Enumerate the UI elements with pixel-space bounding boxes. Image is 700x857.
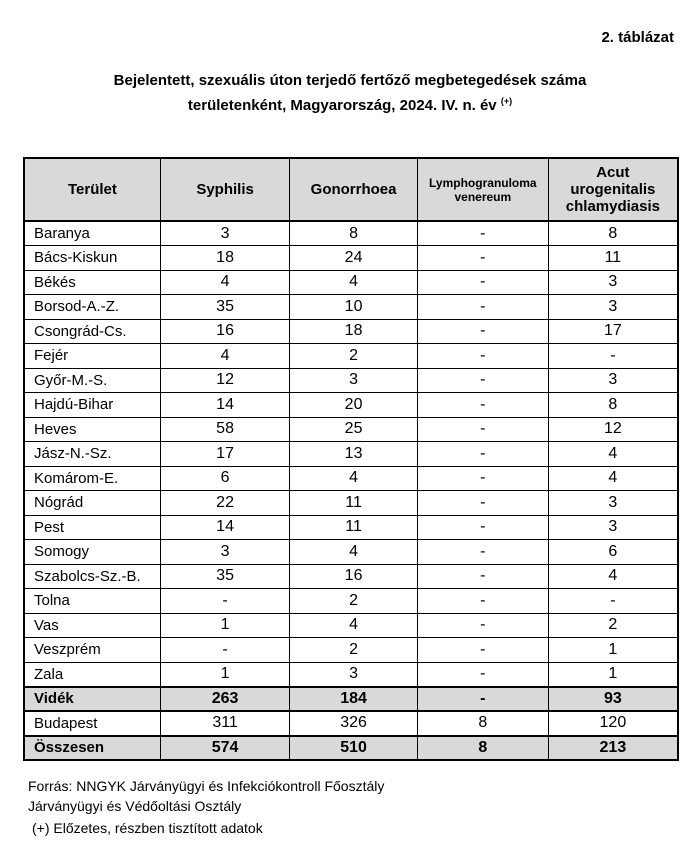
table-row [24,295,678,320]
cell-syphilis: 3 [160,540,289,565]
cell-chlamydia: 1 [548,638,678,663]
cell-chlamydia: 8 [548,393,678,418]
cell-lympho: - [417,246,548,271]
header-gonorrhoea: Gonorrhoea [290,158,418,221]
table-row [24,393,678,418]
cell-lympho: - [417,344,548,369]
cell-gonorrhoea: 4 [290,613,418,638]
cell-syphilis: 574 [160,736,289,761]
cell-lympho: - [417,687,548,712]
cell-syphilis: - [160,638,289,663]
header-lympho-line-2: venereum [454,189,512,204]
row-name: Jász-N.-Sz. [24,442,160,467]
subtotal-row-videk [24,687,678,712]
cell-gonorrhoea: 20 [290,393,418,418]
cell-syphilis: 22 [160,491,289,516]
table-row [24,344,678,369]
header-syphilis: Syphilis [160,158,289,221]
cell-lympho: - [417,368,548,393]
source-line-1: Forrás: NNGYK Járványügyi és Infekciókontroll Főosztály [28,778,385,794]
cell-syphilis: 14 [160,393,289,418]
cell-gonorrhoea: 2 [290,638,418,663]
table-row [24,589,678,614]
cell-chlamydia: 120 [548,711,678,736]
cell-gonorrhoea: 4 [290,540,418,565]
table-row [24,270,678,295]
cell-gonorrhoea: 4 [290,466,418,491]
table-row [24,613,678,638]
cell-chlamydia: 1 [548,662,678,687]
cell-chlamydia: 3 [548,491,678,516]
footnote: (+) Előzetes, részben tisztított adatok [32,820,263,836]
header-acut-line-3: chlamydiasis [565,198,660,215]
cell-syphilis: 12 [160,368,289,393]
cell-gonorrhoea: 16 [290,564,418,589]
cell-gonorrhoea: 13 [290,442,418,467]
table-row-budapest [24,711,678,736]
row-name: Csongrád-Cs. [24,319,160,344]
table-row [24,319,678,344]
cell-syphilis: 17 [160,442,289,467]
cell-lympho: - [417,613,548,638]
cell-chlamydia: 3 [548,270,678,295]
table-row [24,417,678,442]
table-row [24,515,678,540]
title-line-2 [0,91,700,116]
cell-syphilis: 263 [160,687,289,712]
cell-chlamydia: 6 [548,540,678,565]
footer [28,776,384,838]
cell-syphilis: 4 [160,344,289,369]
cell-lympho: - [417,319,548,344]
cell-lympho: - [417,442,548,467]
row-name: Zala [24,662,160,687]
cell-syphilis: 35 [160,295,289,320]
cell-gonorrhoea: 8 [290,221,418,246]
cell-chlamydia: 3 [548,368,678,393]
cell-chlamydia: 2 [548,613,678,638]
cell-gonorrhoea: 18 [290,319,418,344]
source-line-2: Járványügyi és Védőoltási Osztály [28,798,242,814]
header-chlamydiasis [548,158,678,221]
cell-lympho: - [417,564,548,589]
header-terulet: Terület [24,158,160,221]
cell-chlamydia: 4 [548,442,678,467]
cell-gonorrhoea: 3 [290,662,418,687]
title-line-1: Bejelentett, szexuális úton terjedő fertőző megbetegedések száma [113,72,587,89]
cell-syphilis: 311 [160,711,289,736]
row-name: Heves [24,417,160,442]
row-name: Budapest [24,711,160,736]
title-line-2-text: területenként, Magyarország, 2024. IV. n. év [187,97,497,114]
cell-lympho: - [417,638,548,663]
cell-syphilis: 3 [160,221,289,246]
cell-syphilis: 18 [160,246,289,271]
row-name: Hajdú-Bihar [24,393,160,418]
row-name: Borsod-A.-Z. [24,295,160,320]
cell-gonorrhoea: 10 [290,295,418,320]
cell-chlamydia: 213 [548,736,678,761]
cell-lympho: - [417,662,548,687]
table-row [24,564,678,589]
table-row [24,491,678,516]
cell-chlamydia: 8 [548,221,678,246]
table-row [24,662,678,687]
cell-lympho: - [417,540,548,565]
cell-syphilis: 4 [160,270,289,295]
row-name: Szabolcs-Sz.-B. [24,564,160,589]
cell-lympho: 8 [417,711,548,736]
cell-syphilis: 14 [160,515,289,540]
cell-chlamydia: 3 [548,515,678,540]
cell-syphilis: 16 [160,319,289,344]
header-acut-line-1: Acut [596,164,630,181]
row-name: Baranya [24,221,160,246]
cell-syphilis: 1 [160,613,289,638]
cell-lympho: - [417,491,548,516]
row-name: Győr-M.-S. [24,368,160,393]
row-name: Vidék [24,687,160,712]
cell-chlamydia: 93 [548,687,678,712]
row-name: Pest [24,515,160,540]
cell-lympho: - [417,221,548,246]
cell-lympho: - [417,393,548,418]
cell-lympho: - [417,589,548,614]
cell-chlamydia: 12 [548,417,678,442]
cell-gonorrhoea: 24 [290,246,418,271]
cell-gonorrhoea: 11 [290,515,418,540]
header-acut-line-2: urogenitalis [570,181,656,198]
cell-gonorrhoea: 2 [290,344,418,369]
row-name: Bács-Kiskun [24,246,160,271]
cell-chlamydia: 4 [548,466,678,491]
title-superscript: (+) [500,96,513,106]
table-row [24,466,678,491]
cell-lympho: - [417,417,548,442]
cell-syphilis: 58 [160,417,289,442]
cell-gonorrhoea: 510 [290,736,418,761]
cell-chlamydia: 3 [548,295,678,320]
cell-chlamydia: 4 [548,564,678,589]
cell-gonorrhoea: 2 [290,589,418,614]
data-table [23,157,679,761]
cell-syphilis: 6 [160,466,289,491]
row-name: Fejér [24,344,160,369]
row-name: Békés [24,270,160,295]
table-row [24,540,678,565]
cell-lympho: - [417,270,548,295]
cell-chlamydia: 17 [548,319,678,344]
table-row [24,638,678,663]
table-row [24,246,678,271]
cell-gonorrhoea: 11 [290,491,418,516]
row-name: Nógrád [24,491,160,516]
cell-gonorrhoea: 326 [290,711,418,736]
page-title [0,70,700,116]
table-row [24,368,678,393]
cell-chlamydia: 11 [548,246,678,271]
total-row [24,736,678,761]
table-row [24,221,678,246]
table-number-label: 2. táblázat [601,29,674,46]
row-name: Komárom-E. [24,466,160,491]
header-lympho-line-1: Lymphogranuloma [429,175,537,190]
cell-syphilis: - [160,589,289,614]
cell-lympho: - [417,295,548,320]
cell-gonorrhoea: 25 [290,417,418,442]
row-name: Veszprém [24,638,160,663]
cell-gonorrhoea: 3 [290,368,418,393]
cell-syphilis: 35 [160,564,289,589]
header-row [24,158,678,221]
cell-lympho: - [417,515,548,540]
cell-lympho: - [417,466,548,491]
cell-gonorrhoea: 4 [290,270,418,295]
cell-lympho: 8 [417,736,548,761]
cell-chlamydia: - [548,344,678,369]
cell-chlamydia: - [548,589,678,614]
row-name: Somogy [24,540,160,565]
row-name: Vas [24,613,160,638]
cell-syphilis: 1 [160,662,289,687]
cell-gonorrhoea: 184 [290,687,418,712]
table-row [24,442,678,467]
row-name: Tolna [24,589,160,614]
row-name: Összesen [24,736,160,761]
header-lymphogranuloma [417,158,548,221]
